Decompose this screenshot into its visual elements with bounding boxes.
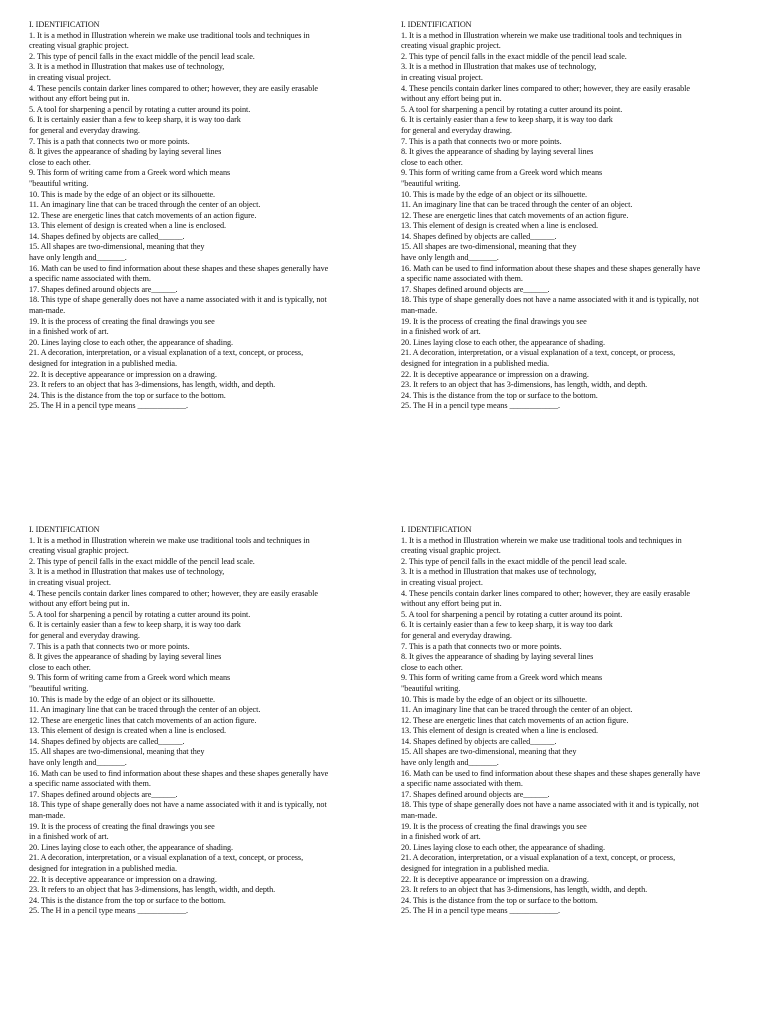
question-line: 12. These are energetic lines that catch movements of an action figure. [29, 210, 257, 220]
question-line: 6. It is certainly easier than a few to keep sharp, it is way too dark [29, 620, 241, 630]
question-line: 11. An imaginary line that can be traced through the center of an object. [29, 200, 261, 210]
question-line: in a finished work of art. [401, 832, 481, 842]
question-line: 10. This is made by the edge of an object or its silhouette. [29, 694, 216, 704]
question-line: man-made. [29, 811, 66, 821]
question-line: have only length and_______. [29, 758, 127, 768]
question-line: 17. Shapes defined around objects are______. [29, 284, 178, 294]
question-line: creating visual graphic project. [29, 41, 129, 51]
question-line: close to each other. [29, 157, 91, 167]
worksheet-top-left [29, 20, 391, 412]
worksheet-bottom-left [29, 525, 391, 917]
question-line: man-made. [29, 306, 66, 316]
worksheet-heading: I. IDENTIFICATION [401, 20, 472, 29]
question-line: in a finished work of art. [29, 832, 109, 842]
question-line: 9. This form of writing came from a Greek word which means [29, 168, 231, 178]
question-line: in a finished work of art. [401, 327, 481, 337]
question-line: 9. This form of writing came from a Greek word which means [29, 673, 231, 683]
question-line: 1. It is a method in Illustration wherein we make use traditional tools and techniques in [401, 535, 682, 545]
question-line: 25. The H in a pencil type means ____________. [401, 401, 560, 411]
question-line: 17. Shapes defined around objects are______. [401, 789, 550, 799]
question-line: 2. This type of pencil falls in the exact middle of the pencil lead scale. [401, 51, 627, 61]
question-line: 4. These pencils contain darker lines compared to other; however, they are easily erasable [401, 588, 690, 598]
question-line: 24. This is the distance from the top or surface to the bottom. [29, 390, 226, 400]
question-line: 16. Math can be used to find information about these shapes and these shapes generally have [29, 768, 329, 778]
worksheet-top-right [401, 20, 763, 412]
question-line: without any effort being put in. [29, 599, 130, 609]
question-line: 18. This type of shape generally does not have a name associated with it and is typically, not [29, 295, 327, 305]
question-line: 5. A tool for sharpening a pencil by rotating a cutter around its point. [29, 609, 251, 619]
question-line: 20. Lines laying close to each other, the appearance of shading. [29, 337, 234, 347]
question-line: 25. The H in a pencil type means ____________. [29, 401, 188, 411]
question-line: 2. This type of pencil falls in the exact middle of the pencil lead scale. [401, 556, 627, 566]
question-line: 19. It is the process of creating the final drawings you see [401, 821, 587, 831]
question-line: 25. The H in a pencil type means ____________. [29, 906, 188, 916]
question-line: 21. A decoration, interpretation, or a visual explanation of a text, concept, or process, [401, 348, 676, 358]
question-line: 19. It is the process of creating the final drawings you see [29, 316, 215, 326]
question-line: close to each other. [401, 662, 463, 672]
worksheet-bottom-right [401, 525, 763, 917]
question-line: 14. Shapes defined by objects are called______. [401, 231, 557, 241]
question-line: 22. It is deceptive appearance or impression on a drawing. [401, 369, 589, 379]
worksheet-heading: I. IDENTIFICATION [29, 525, 100, 534]
question-line: 23. It refers to an object that has 3-dimensions, has length, width, and depth. [29, 885, 276, 895]
question-line: 7. This is a path that connects two or more points. [401, 641, 562, 651]
question-line: 2. This type of pencil falls in the exact middle of the pencil lead scale. [29, 556, 255, 566]
question-line: 19. It is the process of creating the final drawings you see [29, 821, 215, 831]
question-line: 1. It is a method in Illustration wherein we make use traditional tools and techniques in [29, 535, 310, 545]
question-line: 5. A tool for sharpening a pencil by rotating a cutter around its point. [29, 104, 251, 114]
question-line: 14. Shapes defined by objects are called______. [401, 736, 557, 746]
question-line: without any effort being put in. [401, 94, 502, 104]
question-line: without any effort being put in. [401, 599, 502, 609]
question-line: 9. This form of writing came from a Greek word which means [401, 673, 603, 683]
question-line: 8. It gives the appearance of shading by laying several lines [401, 147, 594, 157]
question-line: 6. It is certainly easier than a few to keep sharp, it is way too dark [401, 115, 613, 125]
question-line: 15. All shapes are two-dimensional, meaning that they [401, 747, 577, 757]
question-line: have only length and_______. [401, 758, 499, 768]
question-line: for general and everyday drawing. [401, 630, 512, 640]
question-line: a specific name associated with them. [401, 274, 523, 284]
question-line: 21. A decoration, interpretation, or a visual explanation of a text, concept, or process, [29, 853, 304, 863]
question-line: 3. It is a method in Illustration that makes use of technology, [29, 567, 225, 577]
question-line: 22. It is deceptive appearance or impression on a drawing. [29, 874, 217, 884]
question-line: man-made. [401, 811, 438, 821]
question-line: 9. This form of writing came from a Greek word which means [401, 168, 603, 178]
question-line: 23. It refers to an object that has 3-dimensions, has length, width, and depth. [29, 380, 276, 390]
question-line: creating visual graphic project. [401, 41, 501, 51]
question-line: 18. This type of shape generally does not have a name associated with it and is typically, not [29, 800, 327, 810]
question-line: 8. It gives the appearance of shading by laying several lines [29, 147, 222, 157]
question-line: designed for integration in a published media. [29, 864, 177, 873]
question-line: 24. This is the distance from the top or surface to the bottom. [29, 895, 226, 905]
question-line: 18. This type of shape generally does not have a name associated with it and is typically, not [401, 800, 699, 810]
question-line: 17. Shapes defined around objects are______. [401, 284, 550, 294]
question-line: close to each other. [29, 662, 91, 672]
question-line: 20. Lines laying close to each other, the appearance of shading. [29, 842, 234, 852]
question-line: 10. This is made by the edge of an object or its silhouette. [401, 694, 588, 704]
question-line: 13. This element of design is created when a line is enclosed. [29, 726, 227, 736]
question-line: 22. It is deceptive appearance or impression on a drawing. [29, 369, 217, 379]
question-line: for general and everyday drawing. [29, 630, 140, 640]
question-line: designed for integration in a published media. [401, 864, 549, 873]
question-line: 6. It is certainly easier than a few to keep sharp, it is way too dark [401, 620, 613, 630]
question-line: designed for integration in a published media. [29, 359, 177, 368]
question-line: 11. An imaginary line that can be traced through the center of an object. [401, 200, 633, 210]
question-line: in creating visual project. [401, 72, 483, 82]
question-line: 3. It is a method in Illustration that makes use of technology, [401, 567, 597, 577]
question-line: 18. This type of shape generally does not have a name associated with it and is typically, not [401, 295, 699, 305]
question-line: 6. It is certainly easier than a few to keep sharp, it is way too dark [29, 115, 241, 125]
question-line: 16. Math can be used to find information about these shapes and these shapes generally have [29, 263, 329, 273]
question-line: a specific name associated with them. [401, 779, 523, 789]
question-line: 7. This is a path that connects two or more points. [29, 641, 190, 651]
question-line: 3. It is a method in Illustration that makes use of technology, [29, 62, 225, 72]
question-line: 15. All shapes are two-dimensional, meaning that they [401, 242, 577, 252]
worksheet-heading: I. IDENTIFICATION [29, 20, 100, 29]
question-line: 23. It refers to an object that has 3-dimensions, has length, width, and depth. [401, 380, 648, 390]
question-line: 8. It gives the appearance of shading by laying several lines [29, 652, 222, 662]
question-line: 24. This is the distance from the top or surface to the bottom. [401, 390, 598, 400]
question-line: 22. It is deceptive appearance or impression on a drawing. [401, 874, 589, 884]
question-line: 15. All shapes are two-dimensional, meaning that they [29, 747, 205, 757]
question-line: 10. This is made by the edge of an object or its silhouette. [29, 189, 216, 199]
question-line: 13. This element of design is created when a line is enclosed. [29, 221, 227, 231]
question-line: 13. This element of design is created when a line is enclosed. [401, 221, 599, 231]
question-line: 4. These pencils contain darker lines compared to other; however, they are easily erasable [29, 83, 318, 93]
question-line: 10. This is made by the edge of an object or its silhouette. [401, 189, 588, 199]
question-line: 4. These pencils contain darker lines compared to other; however, they are easily erasable [29, 588, 318, 598]
question-line: for general and everyday drawing. [29, 125, 140, 135]
question-line: close to each other. [401, 157, 463, 167]
question-line: 20. Lines laying close to each other, the appearance of shading. [401, 337, 606, 347]
question-line: 1. It is a method in Illustration wherein we make use traditional tools and techniques in [401, 30, 682, 40]
question-line: creating visual graphic project. [401, 546, 501, 556]
question-line: without any effort being put in. [29, 94, 130, 104]
question-line: 7. This is a path that connects two or more points. [29, 136, 190, 146]
question-line: a specific name associated with them. [29, 779, 151, 789]
question-line: "beautiful writing. [29, 178, 89, 188]
question-line: 17. Shapes defined around objects are______. [29, 789, 178, 799]
question-line: 5. A tool for sharpening a pencil by rotating a cutter around its point. [401, 609, 623, 619]
question-line: in creating visual project. [401, 577, 483, 587]
question-line: for general and everyday drawing. [401, 125, 512, 135]
question-line: 13. This element of design is created when a line is enclosed. [401, 726, 599, 736]
question-line: 20. Lines laying close to each other, the appearance of shading. [401, 842, 606, 852]
question-line: creating visual graphic project. [29, 546, 129, 556]
question-line: 25. The H in a pencil type means ____________. [401, 906, 560, 916]
question-line: "beautiful writing. [401, 683, 461, 693]
question-line: "beautiful writing. [401, 178, 461, 188]
question-line: 12. These are energetic lines that catch movements of an action figure. [29, 715, 257, 725]
question-line: 14. Shapes defined by objects are called______. [29, 231, 185, 241]
question-line: 12. These are energetic lines that catch movements of an action figure. [401, 715, 629, 725]
question-line: man-made. [401, 306, 438, 316]
question-line: 12. These are energetic lines that catch movements of an action figure. [401, 210, 629, 220]
question-line: have only length and_______. [401, 253, 499, 263]
question-line: 24. This is the distance from the top or surface to the bottom. [401, 895, 598, 905]
question-line: in creating visual project. [29, 72, 111, 82]
question-line: 4. These pencils contain darker lines compared to other; however, they are easily erasable [401, 83, 690, 93]
question-line: 14. Shapes defined by objects are called______. [29, 736, 185, 746]
question-line: in creating visual project. [29, 577, 111, 587]
question-line: 23. It refers to an object that has 3-dimensions, has length, width, and depth. [401, 885, 648, 895]
question-line: a specific name associated with them. [29, 274, 151, 284]
question-line: 7. This is a path that connects two or more points. [401, 136, 562, 146]
question-line: 3. It is a method in Illustration that makes use of technology, [401, 62, 597, 72]
worksheet-heading: I. IDENTIFICATION [401, 525, 472, 534]
question-line: designed for integration in a published media. [401, 359, 549, 368]
question-line: 5. A tool for sharpening a pencil by rotating a cutter around its point. [401, 104, 623, 114]
question-line: 19. It is the process of creating the final drawings you see [401, 316, 587, 326]
question-line: 16. Math can be used to find information about these shapes and these shapes generally have [401, 768, 701, 778]
question-line: 21. A decoration, interpretation, or a visual explanation of a text, concept, or process, [401, 853, 676, 863]
question-line: 21. A decoration, interpretation, or a visual explanation of a text, concept, or process, [29, 348, 304, 358]
question-line: in a finished work of art. [29, 327, 109, 337]
question-line: 2. This type of pencil falls in the exact middle of the pencil lead scale. [29, 51, 255, 61]
question-line: 8. It gives the appearance of shading by laying several lines [401, 652, 594, 662]
question-line: 16. Math can be used to find information about these shapes and these shapes generally have [401, 263, 701, 273]
question-line: have only length and_______. [29, 253, 127, 263]
question-line: 15. All shapes are two-dimensional, meaning that they [29, 242, 205, 252]
question-line: 1. It is a method in Illustration wherein we make use traditional tools and techniques in [29, 30, 310, 40]
question-line: 11. An imaginary line that can be traced through the center of an object. [29, 705, 261, 715]
question-line: 11. An imaginary line that can be traced through the center of an object. [401, 705, 633, 715]
question-line: "beautiful writing. [29, 683, 89, 693]
